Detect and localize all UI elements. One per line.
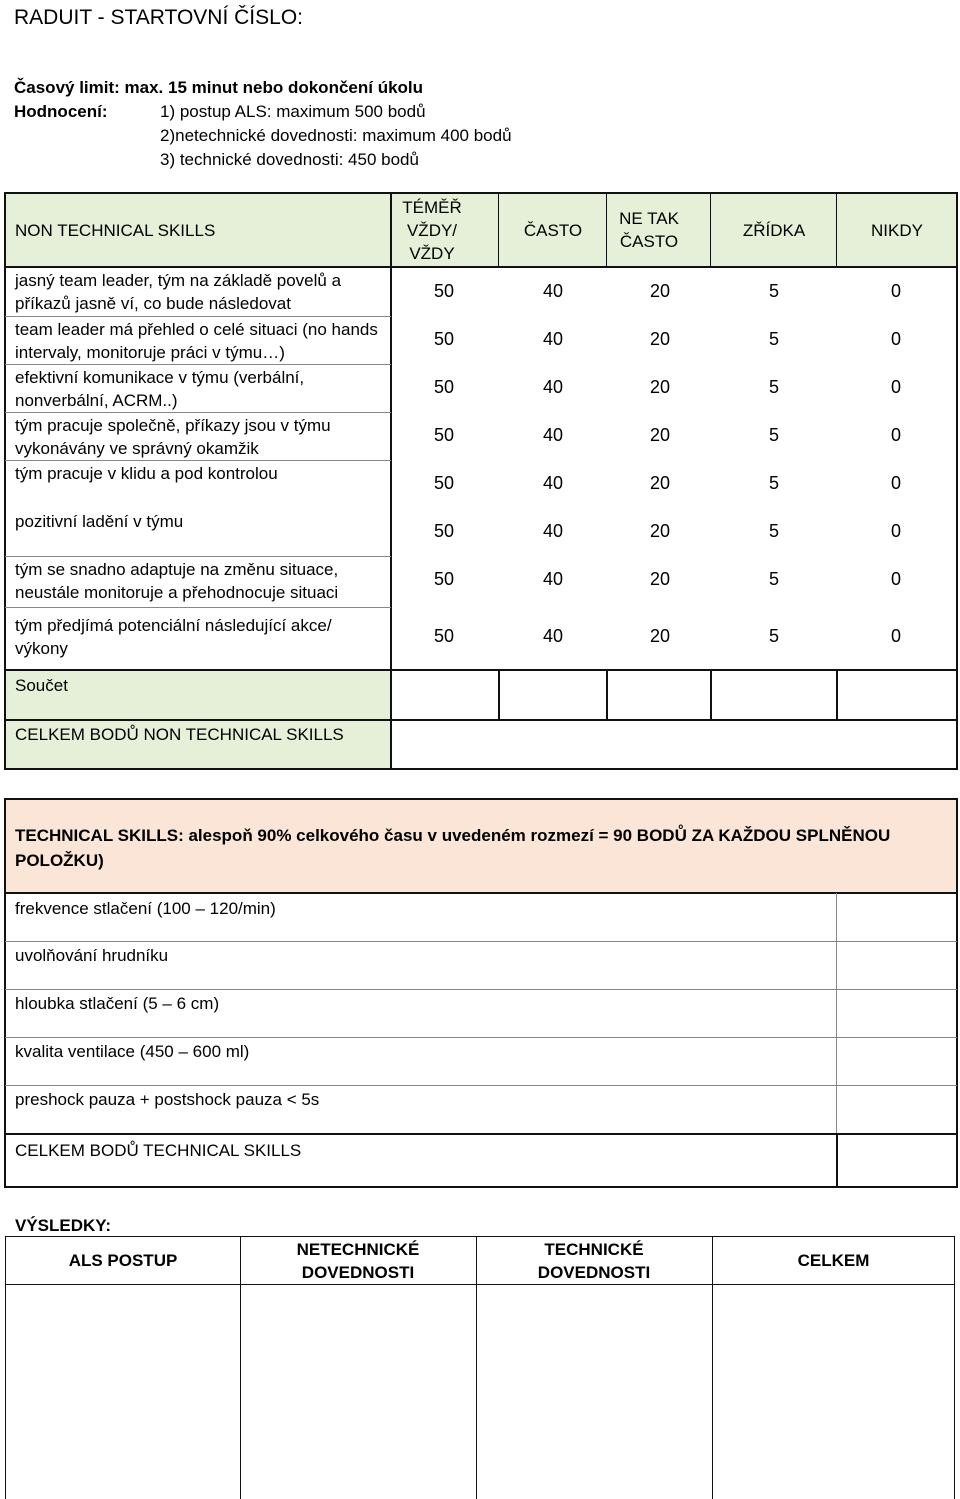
column-header-almost-always: TÉMĚŘ VŽDY/ VŽDY [402, 198, 462, 263]
ts-row-text: preshock pauza + postshock pauza < 5s [15, 1090, 320, 1109]
ts-row-text: uvolňování hrudníku [15, 946, 169, 965]
score-value[interactable]: 20 [649, 473, 671, 493]
results-col-als: ALS POSTUP [68, 1251, 178, 1270]
sum-cell[interactable] [838, 671, 956, 719]
results-label: VÝSLEDKY: [15, 1216, 112, 1235]
ts-total-cell[interactable] [838, 1135, 956, 1185]
score-value[interactable]: 40 [542, 569, 564, 589]
score-value[interactable]: 0 [890, 329, 901, 349]
nts-total-label: CELKEM BODŮ NON TECHNICAL SKILLS [15, 725, 344, 744]
results-col-total: CELKEM [797, 1251, 870, 1270]
score-value[interactable]: 50 [433, 329, 455, 349]
score-value[interactable]: 20 [649, 281, 671, 301]
nts-sum-label: Součet [15, 676, 68, 695]
ts-row-text: hloubka stlačení (5 – 6 cm) [15, 994, 220, 1013]
result-cell-als[interactable] [6, 1285, 240, 1499]
sum-cell[interactable] [500, 671, 606, 719]
score-value[interactable]: 50 [433, 569, 455, 589]
score-value[interactable]: 5 [768, 329, 779, 349]
ts-row-text: frekvence stlačení (100 – 120/min) [15, 899, 276, 918]
score-value[interactable]: 20 [649, 569, 671, 589]
rating-item: 2)netechnické dovednosti: maximum 400 bodů [160, 126, 512, 145]
ts-row-text: kvalita ventilace (450 – 600 ml) [15, 1042, 250, 1061]
score-value[interactable]: 40 [542, 473, 564, 493]
page-title: RADUIT - STARTOVNÍ ČÍSLO: [14, 6, 303, 29]
nts-total-cell[interactable] [392, 721, 956, 768]
result-cell-total[interactable] [713, 1285, 954, 1499]
nts-row-text: jasný team leader, tým na základě povelů a příkazů jasně ví, co bude následovat [15, 271, 342, 313]
nts-row-text: tým pracuje společně, příkazy jsou v týmu vykonávány ve správný okamžik [15, 416, 331, 458]
score-value[interactable]: 5 [768, 521, 779, 541]
rating-item: 3) technické dovednosti: 450 bodů [160, 150, 419, 169]
score-value[interactable]: 0 [890, 473, 901, 493]
score-value[interactable]: 50 [433, 425, 455, 445]
score-value[interactable]: 20 [649, 377, 671, 397]
column-header-rarely: ZŘÍDKA [742, 221, 806, 240]
score-value[interactable]: 0 [890, 626, 901, 646]
score-value[interactable]: 0 [890, 377, 901, 397]
score-value[interactable]: 20 [649, 626, 671, 646]
score-value[interactable]: 40 [542, 377, 564, 397]
nts-row-text: pozitivní ladění v týmu [15, 512, 184, 531]
ts-total-label: CELKEM BODŮ TECHNICAL SKILLS [15, 1141, 302, 1160]
score-value[interactable]: 40 [542, 281, 564, 301]
rating-label: Hodnocení: [14, 102, 108, 121]
sum-cell[interactable] [712, 671, 836, 719]
nts-row-text: tým se snadno adaptuje na změnu situace, neustále monitoruje a přehodnocuje situaci [15, 560, 339, 602]
score-value[interactable]: 0 [890, 281, 901, 301]
score-value[interactable]: 40 [542, 521, 564, 541]
nts-row-text: tým předjímá potenciální následující akce/ výkony [15, 616, 332, 658]
ts-score-cell[interactable] [838, 990, 956, 1036]
score-value[interactable]: 40 [542, 626, 564, 646]
ts-header: TECHNICAL SKILLS: alespoň 90% celkového času v uvedeném rozmezí = 90 BODŮ ZA KAŽDOU SPLNĚNOU POLOŽKU) [15, 826, 891, 870]
score-value[interactable]: 20 [649, 425, 671, 445]
score-value[interactable]: 50 [433, 377, 455, 397]
column-header-never: NIKDY [871, 221, 923, 240]
score-value[interactable]: 40 [542, 425, 564, 445]
score-value[interactable]: 0 [890, 521, 901, 541]
sum-cell[interactable] [392, 671, 498, 719]
score-value[interactable]: 5 [768, 569, 779, 589]
score-value[interactable]: 5 [768, 377, 779, 397]
nts-row-text: team leader má přehled o celé situaci (no hands intervaly, monitoruje práci v týmu…) [15, 320, 378, 362]
rating-item: 1) postup ALS: maximum 500 bodů [160, 102, 426, 121]
ts-score-cell[interactable] [838, 894, 956, 940]
score-value[interactable]: 0 [890, 425, 901, 445]
score-value[interactable]: 5 [768, 626, 779, 646]
ts-score-cell[interactable] [838, 1086, 956, 1132]
ts-score-cell[interactable] [838, 942, 956, 988]
result-cell-nontechnical[interactable] [241, 1285, 476, 1499]
score-value[interactable]: 20 [649, 521, 671, 541]
nts-row-text: tým pracuje v klidu a pod kontrolou [15, 464, 278, 483]
nts-row-text: efektivní komunikace v týmu (verbální, nonverbální, ACRM..) [15, 368, 305, 410]
score-value[interactable]: 5 [768, 473, 779, 493]
score-value[interactable]: 40 [542, 329, 564, 349]
ts-score-cell[interactable] [838, 1038, 956, 1084]
score-value[interactable]: 20 [649, 329, 671, 349]
score-value[interactable]: 0 [890, 569, 901, 589]
score-value[interactable]: 50 [433, 281, 455, 301]
score-value[interactable]: 5 [768, 425, 779, 445]
result-cell-technical[interactable] [477, 1285, 712, 1499]
results-col-technical: TECHNICKÉ DOVEDNOSTI [537, 1240, 651, 1282]
column-header-not-so-often: NE TAK ČASTO [619, 209, 679, 251]
time-limit: Časový limit: max. 15 minut nebo dokončení úkolu [14, 78, 424, 97]
results-col-nontechnical: NETECHNICKÉ DOVEDNOSTI [296, 1240, 420, 1282]
column-header-often: ČASTO [523, 221, 583, 240]
sum-cell[interactable] [608, 671, 710, 719]
score-value[interactable]: 5 [768, 281, 779, 301]
nts-header: NON TECHNICAL SKILLS [15, 221, 216, 240]
score-value[interactable]: 50 [433, 626, 455, 646]
score-value[interactable]: 50 [433, 521, 455, 541]
score-value[interactable]: 50 [433, 473, 455, 493]
